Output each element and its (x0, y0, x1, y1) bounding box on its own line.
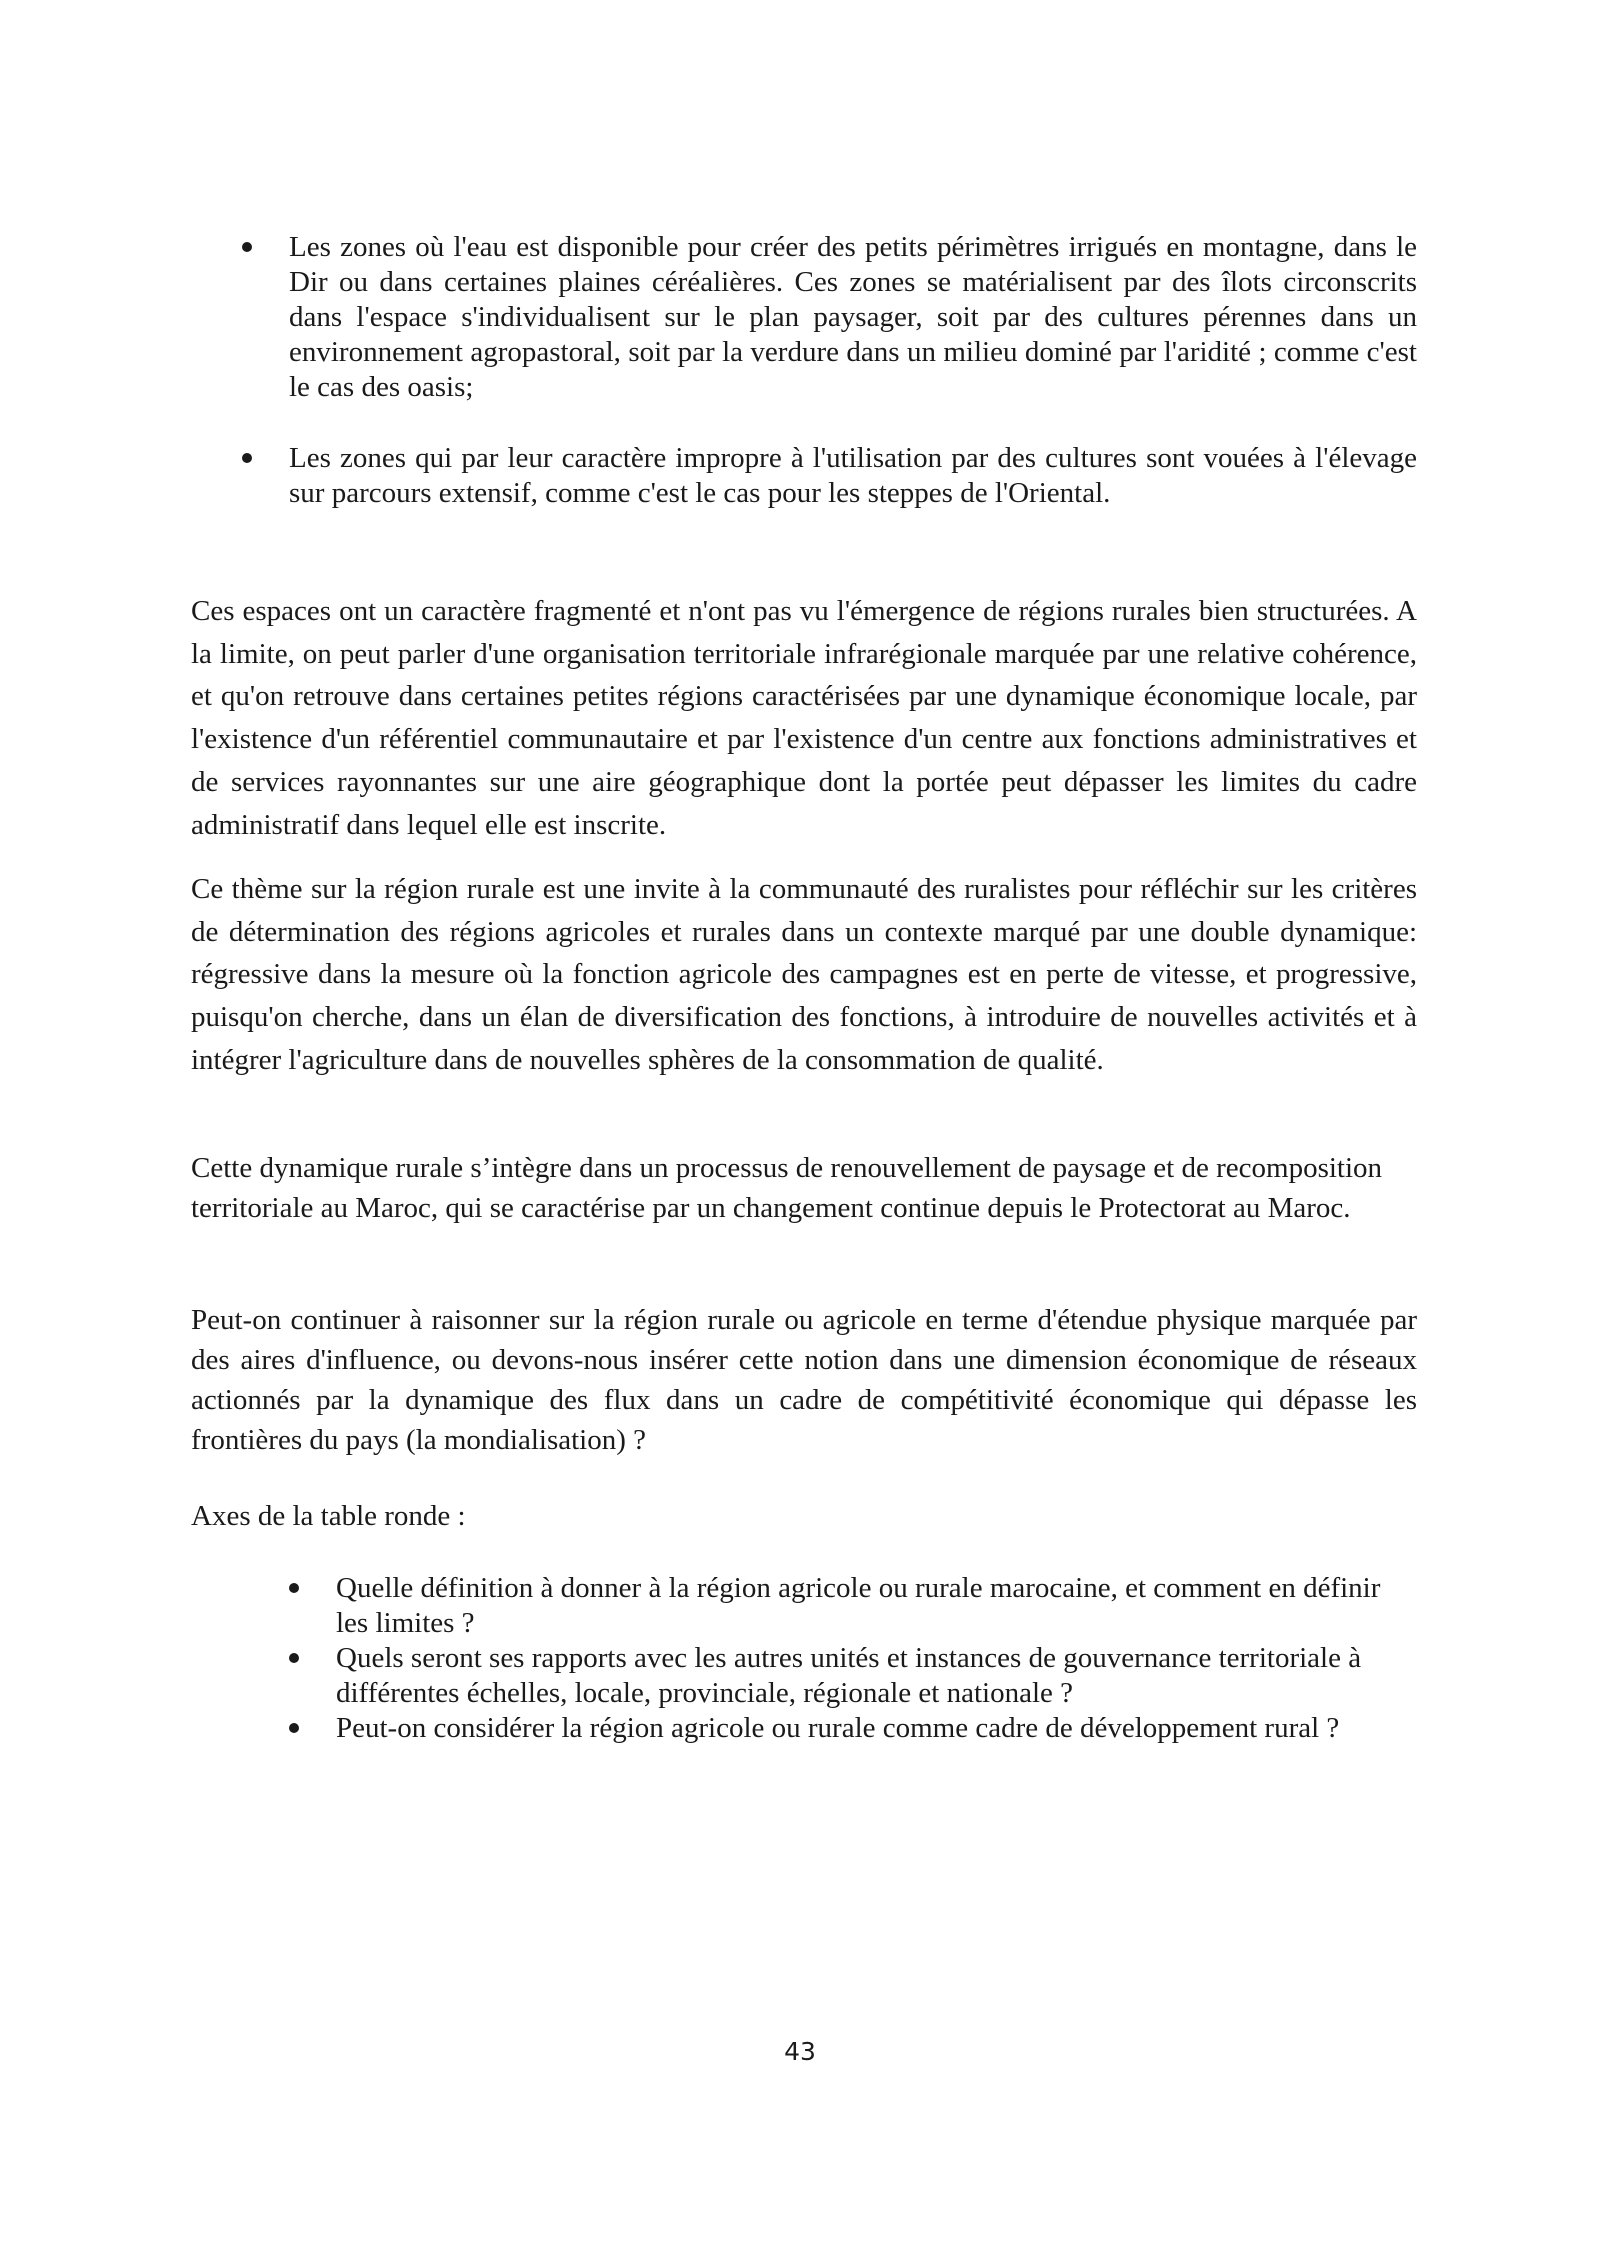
paragraph: Cette dynamique rurale s’intègre dans un processus de renouvellement de paysage et de recomposition territoriale au Maroc, qui se caractérise par un changement continue depuis le Protectorat au Maroc. (191, 1152, 1383, 1224)
paragraph: Peut-on continuer à raisonner sur la région rurale ou agricole en terme d'étendue physique marquée par des aires d'influence, ou devons-nous insérer cette notion dans une dimension économique de réseaux actionnés par la dynamique des flux dans un cadre de compétitivité économique qui dépasse les frontières du pays (la mondialisation) ? (191, 1304, 1417, 1456)
bullet-icon (289, 1653, 299, 1663)
zones-bullet-list (242, 230, 1417, 511)
list-item (289, 1641, 1417, 1711)
bullet-icon (242, 453, 252, 463)
bullet-text: Peut-on considérer la région agricole ou rurale comme cadre de développement rural ? (336, 1712, 1340, 1744)
bullet-icon (289, 1583, 299, 1593)
bullet-text: Quelle définition à donner à la région agricole ou rurale marocaine, et comment en définir les limites ? (336, 1572, 1381, 1639)
bullet-text: Quels seront ses rapports avec les autres unités et instances de gouvernance territoriale à différentes échelles, locale, provinciale, régionale et nationale ? (336, 1642, 1362, 1709)
paragraph: Ces espaces ont un caractère fragmenté et n'ont pas vu l'émergence de régions rurales bien structurées. A la limite, on peut parler d'une organisation territoriale infrarégionale marquée par une relative cohérence, et qu'on retrouve dans certaines petites régions caractérisées par une dynamique économique locale, par l'existence d'un référentiel communautaire et par l'existence d'un centre aux fonctions administratives et de services rayonnantes sur une aire géographique dont la portée peut dépasser les limites du cadre administratif dans lequel elle est inscrite. (191, 595, 1417, 841)
bullet-text: Les zones qui par leur caractère impropre à l'utilisation par des cultures sont vouées à l'élevage sur parcours extensif, comme c'est le cas pour les steppes de l'Oriental. (289, 442, 1417, 509)
list-item (242, 230, 1417, 405)
axes-bullet-list (289, 1571, 1417, 1746)
list-item (242, 441, 1417, 511)
page-number: 43 (784, 2037, 816, 2066)
bullet-text: Les zones où l'eau est disponible pour créer des petits périmètres irrigués en montagne, dans le Dir ou dans certaines plaines céréalières. Ces zones se matérialisent par des îlots circonscrits dans l'espace s'individualisent sur le plan paysager, soit par des cultures pérennes dans un environnement agropastoral, soit par la verdure dans un milieu dominé par l'aridité ; comme c'est le cas des oasis; (289, 231, 1417, 403)
axes-heading: Axes de la table ronde : (191, 1500, 466, 1532)
paragraph: Ce thème sur la région rurale est une invite à la communauté des ruralistes pour réfléchir sur les critères de détermination des régions agricoles et rurales dans un contexte marqué par une double dynamique: régressive dans la mesure où la fonction agricole des campagnes est en perte de vitesse, et progressive, puisqu'on cherche, dans un élan de diversification des fonctions, à introduire de nouvelles activités et à intégrer l'agriculture dans de nouvelles sphères de la consommation de qualité. (191, 873, 1417, 1076)
list-item (289, 1711, 1417, 1746)
list-item (289, 1571, 1417, 1641)
bullet-icon (289, 1723, 299, 1733)
bullet-icon (242, 242, 252, 252)
